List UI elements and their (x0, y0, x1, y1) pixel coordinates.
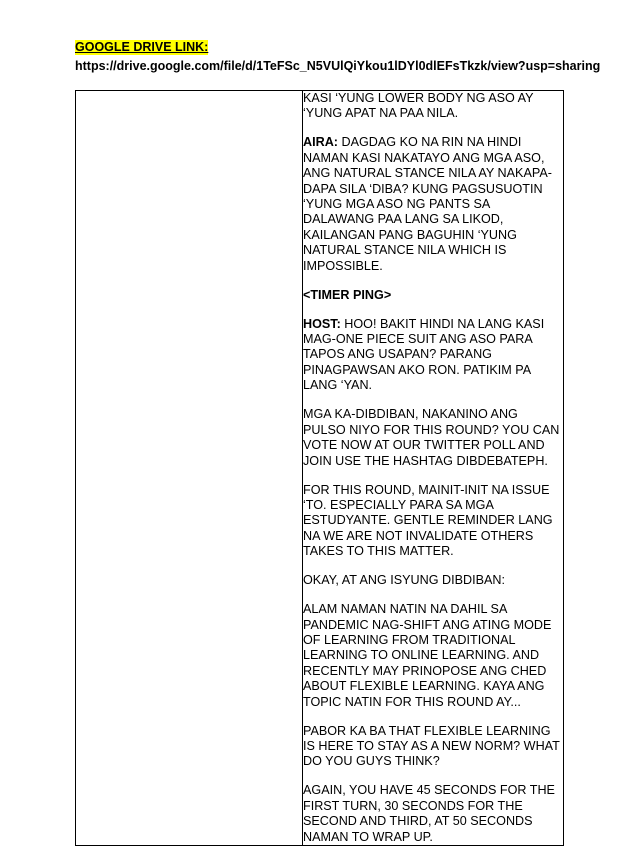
script-paragraph (303, 288, 563, 303)
script-paragraph (303, 91, 563, 122)
paragraph-text: DAGDAG KO NA RIN NA HINDI NAMAN KASI NAKATAYO ANG MGA ASO, ANG NATURAL STANCE NILA AY NAKAPA-DAPA SILA ‘DIBA? KUNG PAGSUSUOTIN ‘YUNG MGA ASO NG PANTS SA DALAWANG PAA LANG SA LIKOD, KAILANGAN PANG BAGUHIN ‘YUNG NATURAL STANCE NILA WHICH IS IMPOSSIBLE. (303, 135, 552, 273)
script-paragraph (303, 483, 563, 560)
script-paragraph (303, 783, 563, 845)
left-column-cell (76, 91, 303, 846)
speaker-label: <TIMER PING> (303, 287, 392, 302)
speaker-label: AIRA: (303, 135, 338, 150)
script-table (75, 90, 564, 846)
drive-link-label: GOOGLE DRIVE LINK: (75, 40, 209, 54)
paragraph-text: HOO! BAKIT HINDI NA LANG KASI MAG-ONE PIECE SUIT ANG ASO PARA TAPOS ANG USAPAN? PARANG PINAGPAWSAN AKO RON. PATIKIM PA LANG ‘YAN. (303, 316, 545, 393)
script-paragraph (303, 573, 563, 588)
drive-link-url[interactable]: https://drive.google.com/file/d/1TeFSc_N5VUlQiYkou1lDYl0dlEFsTkzk/view?usp=sharing (75, 59, 601, 73)
speaker-label: HOST: (303, 316, 341, 331)
script-row (76, 91, 564, 846)
paragraph-text: OKAY, AT ANG ISYUNG DIBDIBAN: (303, 573, 506, 588)
script-paragraph (303, 317, 563, 394)
paragraph-text: KASI ‘YUNG LOWER BODY NG ASO AY ‘YUNG APAT NA PAA NILA. (303, 91, 534, 121)
document-header (75, 38, 600, 74)
script-paragraph (303, 407, 563, 469)
paragraph-text: PABOR KA BA THAT FLEXIBLE LEARNING IS HERE TO STAY AS A NEW NORM? WHAT DO YOU GUYS THINK? (303, 723, 560, 769)
paragraph-text: FOR THIS ROUND, MAINIT-INIT NA ISSUE ‘TO. ESPECIALLY PARA SA MGA ESTUDYANTE. GENTLE REMINDER LANG NA WE ARE NOT INVALIDATE OTHERS TAKES TO THIS MATTER. (303, 482, 553, 559)
paragraph-text: AGAIN, YOU HAVE 45 SECONDS FOR THE FIRST TURN, 30 SECONDS FOR THE SECOND AND THIRD, AT 50 SECONDS NAMAN TO WRAP UP. (303, 783, 555, 844)
dialogue-cell (303, 91, 564, 846)
paragraph-text: ALAM NAMAN NATIN NA DAHIL SA PANDEMIC NAG-SHIFT ANG ATING MODE OF LEARNING FROM TRADITIONAL LEARNING TO ONLINE LEARNING. AND RECENTLY MAY PRINOPOSE ANG CHED ABOUT FLEXIBLE LEARNING. KAYA ANG TOPIC NATIN FOR THIS ROUND AY... (303, 602, 552, 709)
script-paragraph (303, 724, 563, 770)
paragraph-text: MGA KA-DIBDIBAN, NAKANINO ANG PULSO NIYO FOR THIS ROUND? YOU CAN VOTE NOW AT OUR TWITTER POLL AND JOIN USE THE HASHTAG DIBDEBATEPH. (303, 407, 560, 468)
script-paragraph (303, 602, 563, 710)
script-paragraph (303, 135, 563, 274)
